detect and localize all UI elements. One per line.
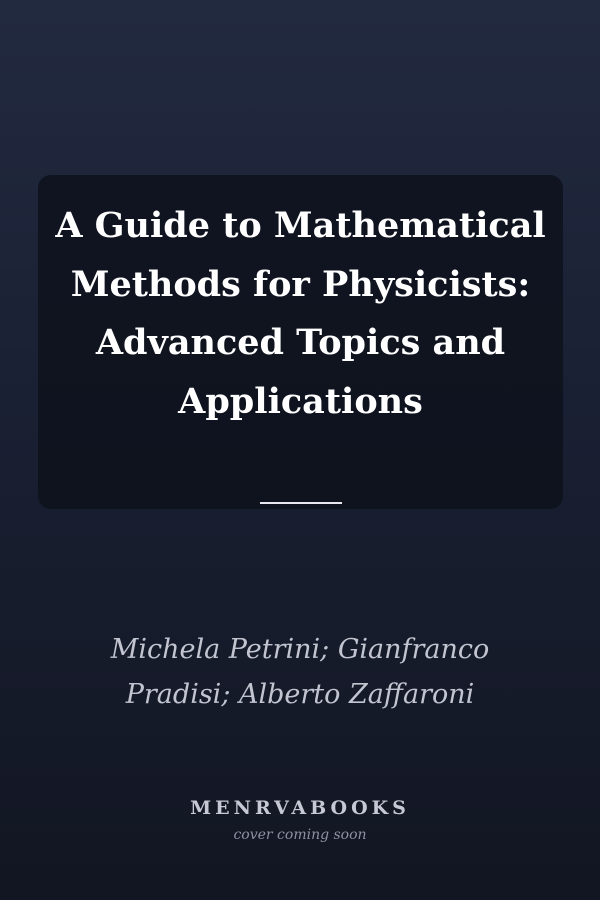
publisher-name: MENRVABOOKS [190,797,410,819]
title-panel [38,175,563,509]
title-divider [260,502,342,504]
book-title: A Guide to Mathematical Methods for Physicists: Advanced Topics and Applications [55,205,546,422]
cover-placeholder-note: cover coming soon [233,827,367,843]
book-authors: Michela Petrini; Gianfranco Pradisi; Alberto Zaffaroni [110,634,490,710]
